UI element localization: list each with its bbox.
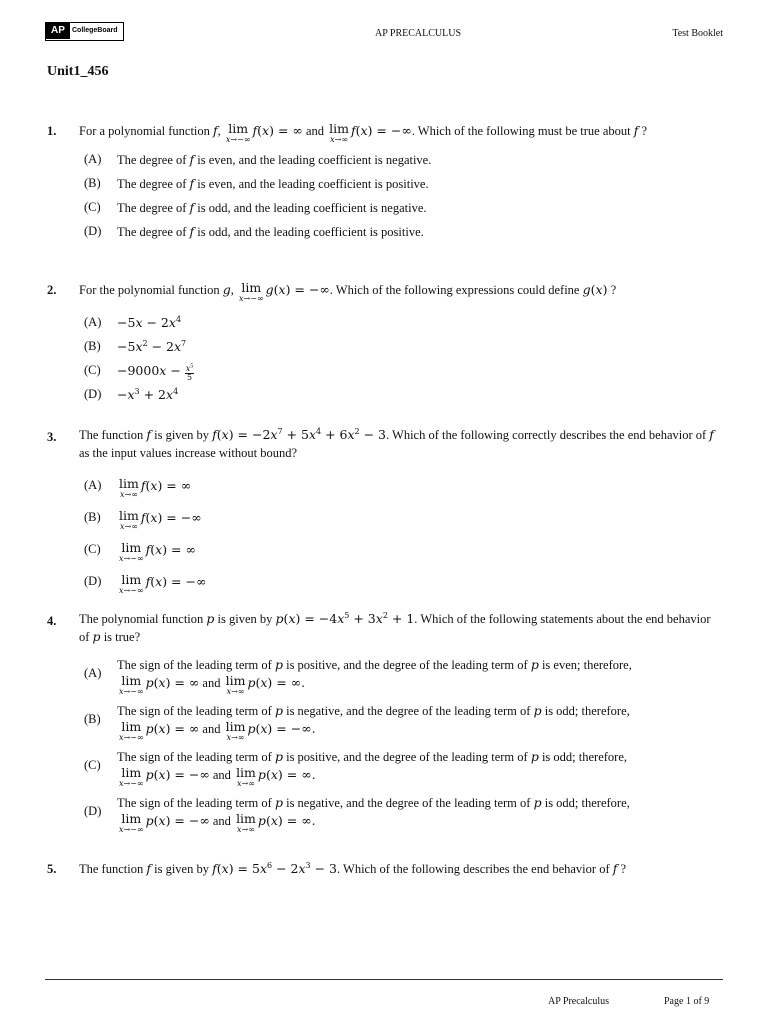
choice-d[interactable]: (D) The sign of the leading term of p is negative, and the degree of the leading term of p is odd; therefore, lim x→−∞ p(x) = −∞ and lim x→∞ p(x) = ∞. bbox=[84, 795, 630, 834]
question-1 bbox=[47, 120, 722, 244]
question-stem: For a polynomial function f, lim x→−∞ f(x) = ∞ and lim x→∞ f(x) = −∞. Which of the following must be true about f ? bbox=[79, 120, 648, 144]
choice-d[interactable]: (D) $-x^3 + 2x^4$ bbox=[84, 386, 179, 402]
choice-a[interactable]: (A) $-5x - 2x^4$ bbox=[84, 314, 182, 330]
unit-title: Unit1_456 bbox=[47, 64, 109, 79]
header-booklet-label: Test Booklet bbox=[672, 28, 723, 39]
question-3 bbox=[47, 426, 722, 598]
choice-c[interactable]: (C) The sign of the leading term of p is positive, and the degree of the leading term of p is odd; therefore, lim x→−∞ p(x) = −∞ and lim x→∞ p(x) = ∞. bbox=[84, 749, 627, 788]
question-stem: The polynomial function p is given by $p(x) = -4x^5 + 3x^2 + 1$. Which of the following statements about the end behavior of p is true? bbox=[79, 610, 711, 644]
footer-course-name: AP Precalculus bbox=[548, 996, 610, 1007]
question-number: 2. bbox=[47, 283, 57, 297]
choice-b[interactable]: (B) lim x→∞ f(x) = −∞ bbox=[84, 507, 202, 531]
choice-a[interactable]: (A) The degree of f is even, and the leading coefficient is negative. bbox=[84, 152, 432, 167]
choice-b[interactable]: (B) The sign of the leading term of p is negative, and the degree of the leading term of p is odd; therefore, lim x→−∞ p(x) = ∞ and lim x→∞ p(x) = −∞. bbox=[84, 703, 630, 742]
choice-d[interactable]: (D) lim x→−∞ f(x) = −∞ bbox=[84, 571, 207, 595]
header-course-name: AP PRECALCULUS bbox=[375, 28, 462, 39]
page-header bbox=[45, 22, 723, 44]
ap-logo-mark: AP bbox=[46, 23, 70, 39]
choice-a[interactable]: (A) The sign of the leading term of p is positive, and the degree of the leading term of p is even; therefore, lim x→−∞ p(x) = ∞ and lim x→∞ p(x) = ∞. bbox=[84, 657, 632, 696]
question-4 bbox=[47, 610, 722, 838]
answer-choices bbox=[84, 148, 722, 244]
choice-a[interactable]: (A) lim x→∞ f(x) = ∞ bbox=[84, 475, 192, 499]
question-2 bbox=[47, 279, 722, 407]
question-stem: The function f is given by $f(x) = -2x^7 + 5x^4 + 6x^2 - 3$. Which of the following correctly describes the end behavior of f as the input values increase without bound? bbox=[79, 426, 714, 460]
question-number: 1. bbox=[47, 124, 57, 138]
page-number: Page 1 of 9 bbox=[664, 996, 710, 1007]
college-board-logo bbox=[45, 22, 124, 41]
choice-b[interactable]: (B) $-5x^2 - 2x^7$ bbox=[84, 338, 187, 354]
choice-c[interactable]: (C) −9000x − $\frac{x^5}{5}$ bbox=[84, 363, 194, 382]
choice-c[interactable]: (C) The degree of f is odd, and the leading coefficient is negative. bbox=[84, 200, 427, 215]
question-stem: For the polynomial function g, lim x→−∞ g(x) = −∞. Which of the following expressions could define g(x) ? bbox=[79, 279, 617, 303]
choice-b[interactable]: (B) The degree of f is even, and the leading coefficient is positive. bbox=[84, 176, 429, 191]
answer-choices bbox=[84, 311, 722, 407]
answer-choices bbox=[84, 654, 722, 838]
footer-divider bbox=[45, 979, 723, 980]
answer-choices bbox=[84, 470, 722, 598]
college-board-wordmark: CollegeBoard bbox=[72, 27, 118, 34]
question-number: 4. bbox=[47, 614, 57, 628]
question-number: 5. bbox=[47, 862, 57, 876]
question-number: 3. bbox=[47, 430, 57, 444]
choice-d[interactable]: (D) The degree of f is odd, and the leading coefficient is positive. bbox=[84, 224, 424, 239]
choice-c[interactable]: (C) lim x→−∞ f(x) = ∞ bbox=[84, 539, 196, 563]
question-5 bbox=[47, 858, 722, 880]
question-stem: The function f is given by $f(x) = 5x^6 - 2x^3 - 3$. Which of the following describes the end behavior of f ? bbox=[79, 860, 627, 876]
